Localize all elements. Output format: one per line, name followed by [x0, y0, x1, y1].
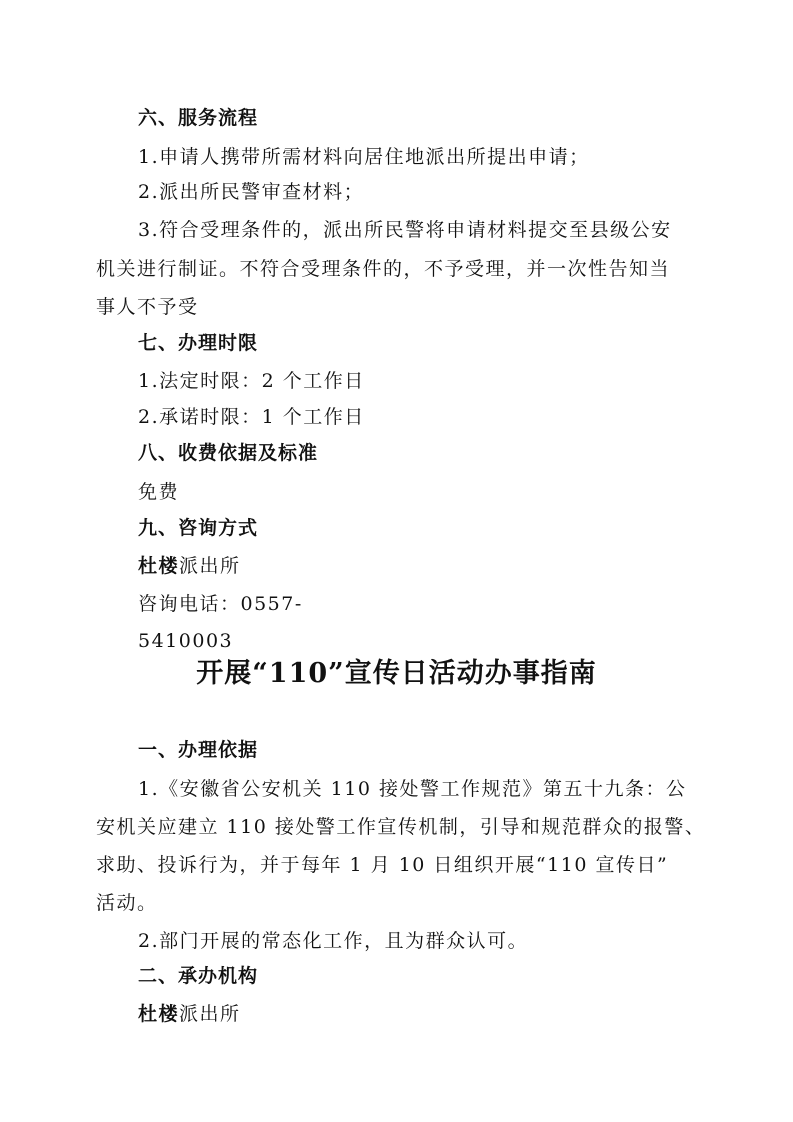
office-name-rest: 派出所	[179, 555, 241, 577]
org-name-bold: 杜楼	[138, 1003, 180, 1025]
basis-line-3: 求助、投诉行为，并于每年 1 月 10 日组织开展“110 宣传日”	[96, 854, 669, 876]
office-name-bold: 杜楼	[138, 555, 180, 577]
section-eight-heading: 八、收费依据及标准	[138, 442, 319, 464]
section-seven-heading: 七、办理时限	[138, 332, 259, 354]
basis-line-5: 2.部门开展的常态化工作，且为群众认可。	[138, 930, 529, 952]
basis-line-4: 活动。	[96, 892, 158, 914]
phone-label: 咨询电话：0557-	[138, 593, 303, 615]
org-heading: 二、承办机构	[138, 965, 259, 987]
fee-text: 免费	[138, 481, 180, 503]
process-step-3-cont-2: 事人不予受	[96, 296, 199, 318]
legal-time-limit: 1.法定时限：2 个工作日	[138, 370, 365, 392]
section-nine-heading: 九、咨询方式	[138, 517, 259, 539]
guide-title: 开展“110”宣传日活动办事指南	[196, 658, 597, 689]
office-name	[138, 554, 241, 578]
org-name-rest: 派出所	[179, 1003, 241, 1025]
promised-time-limit: 2.承诺时限：1 个工作日	[138, 406, 365, 428]
basis-heading: 一、办理依据	[138, 739, 259, 761]
process-step-1: 1.申请人携带所需材料向居住地派出所提出申请；	[138, 146, 590, 168]
org-name	[138, 1002, 241, 1026]
basis-line-1: 1.《安徽省公安机关 110 接处警工作规范》第五十九条：公	[138, 778, 687, 800]
section-six-heading: 六、服务流程	[138, 107, 259, 129]
process-step-2: 2.派出所民警审查材料；	[138, 181, 365, 203]
phone-number: 5410003	[138, 630, 234, 652]
basis-line-2: 安机关应建立 110 接处警工作宣传机制，引导和规范群众的报警、	[96, 816, 706, 838]
process-step-3: 3.符合受理条件的，派出所民警将申请材料提交至县级公安	[138, 219, 672, 241]
process-step-3-cont-1: 机关进行制证。不符合受理条件的，不予受理，并一次性告知当	[96, 258, 671, 280]
